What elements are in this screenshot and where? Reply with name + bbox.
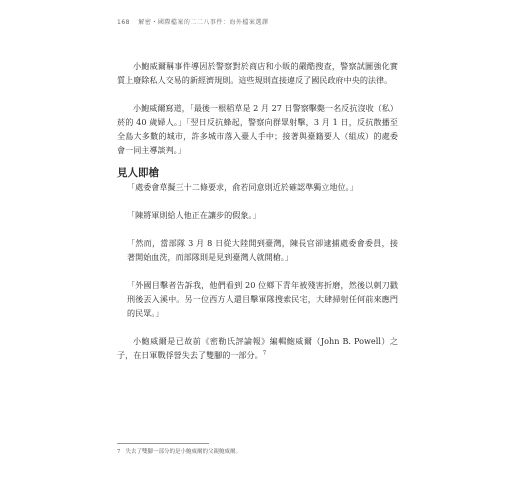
paragraph-1: 小鮑威爾稱事件導因於警察對於商店和小販的嚴酷搜查，警察試圖強化實質上廢除私人交易的新經濟規則。這些規則直接違反了國民政府中央的法律。 [117, 61, 398, 85]
footnote-number: 7 [117, 449, 121, 455]
footnote [117, 448, 407, 456]
quote-4: 「外國目擊者告訴我，他們看到 20 位鄉下青年被殘害折磨，然後以刺刀戳刑後丟入溪中。另一位西方人還目擊軍隊搜索民宅，大肆掃射任何前來應門的民眾。」 [127, 280, 398, 318]
quote-1: 「處委會草擬三十二條要求，俞若同意則近於確認準獨立地位。」 [127, 182, 358, 192]
paragraph-2: 小鮑威爾寫道，「最後一根稻草是 2 月 27 日警察擊斃一名反抗沒收（私）菸的 40 歲婦人。」「翌日反抗蜂起，警察向群眾射擊，3 月 1 日，反抗散播至全島大多數的城市，許多城市落入臺人手中；接著與臺籍要人（組成）的處委會一同主導談判。」 [117, 103, 398, 155]
paragraph-last [117, 334, 398, 362]
quote-3: 「然而，當部隊 3 月 8 日從大陸開到臺灣，陳長官卻逮捕處委會委員，接著開始血洗，而部隊則是見到臺灣人就開槍。」 [127, 238, 398, 262]
footnote-reference: 7 [262, 350, 267, 357]
paragraph-last-text: 小鮑威爾是已故前《密勒氏評論報》編輯鮑威爾（John B. Powell）之子，在日軍戰俘營失去了雙腳的一部分。 [117, 336, 398, 360]
section-title: 見人即槍 [117, 167, 159, 179]
running-title: 解密・國際檔案的二二八事件：海外檔案選譯 [138, 19, 269, 26]
footnote-divider [117, 443, 209, 444]
page-number: 168 [117, 19, 130, 26]
footnote-text: 失去了雙腳一部分的是小鮑威爾的父親鮑威爾。 [125, 449, 242, 455]
quote-2: 「陳將軍則給人他正在讓步的假象。」 [127, 210, 261, 220]
running-header [117, 17, 268, 26]
body-text [117, 59, 398, 362]
